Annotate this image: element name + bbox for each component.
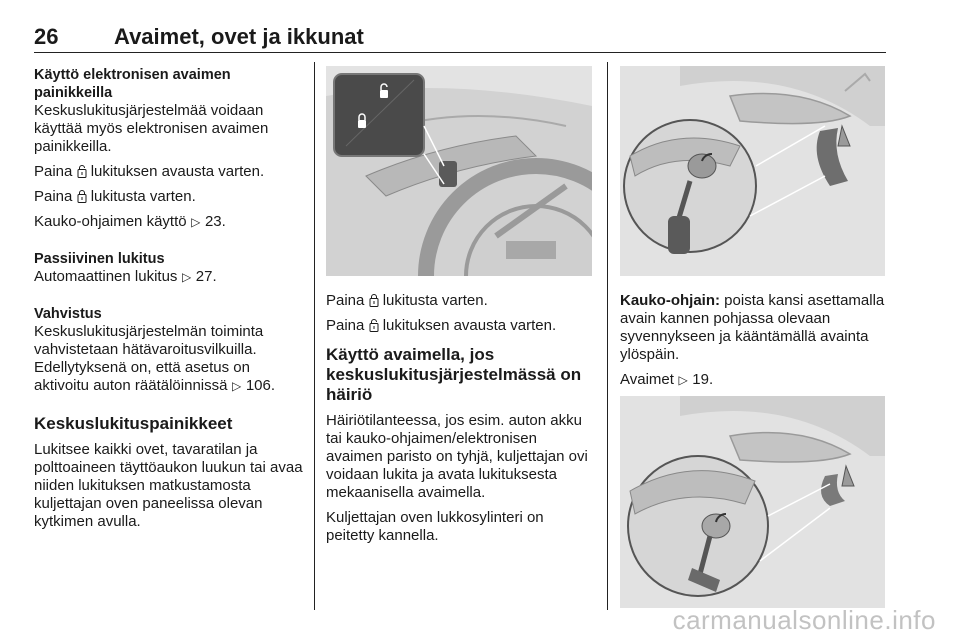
unlock-icon — [369, 319, 379, 332]
keys-reference: Avaimet ▷ 19. — [620, 371, 714, 388]
column-divider-right — [607, 62, 608, 610]
section-heading-key-fault: Käyttö avaimella, jos keskuslukitusjärjestelmässä on häiriö — [326, 345, 582, 404]
column-left — [34, 66, 306, 538]
ref-arrow-icon: ▷ — [232, 379, 242, 393]
ref-arrow-icon: ▷ — [181, 270, 192, 284]
section-heading-confirmation: Vahvistus — [34, 306, 102, 322]
door-handle-illustration — [620, 66, 885, 276]
figure-door-handle-key — [620, 396, 885, 608]
section-heading-central-lock-buttons: Keskuslukituspainikkeet — [34, 414, 233, 433]
section-heading-electronic-key: Käyttö elektronisen avaimen painikkeilla — [34, 67, 231, 101]
paragraph-key-fault: Häiriötilanteessa, jos esim. auton akku tai kauko-ohjaimen/elektronisen avaimen paristo on tyhjä, kuljettajan ovi voidaan lukita ja avata lukituksesta mekaanisella avaimella. — [326, 412, 588, 501]
door-panel-illustration — [326, 66, 592, 276]
header-divider — [34, 52, 886, 53]
figure-door-handle-cap — [620, 66, 885, 276]
ref-arrow-icon: ▷ — [678, 373, 688, 387]
instruction-lock: Paina lukitusta varten. — [34, 188, 196, 205]
paragraph-intro: Keskuslukitusjärjestelmää voidaan käyttää myös elektronisen avaimen painikkeilla. — [34, 102, 269, 155]
watermark: carmanualsonline.info — [672, 605, 936, 635]
auto-lock-reference: Automaattinen lukitus ▷ 27. — [34, 268, 217, 285]
paragraph-central-lock-buttons: Lukitsee kaikki ovet, tavaratilan ja polttoaineen täyttöaukon luukun tai avaa niiden lukituksen matkustamosta kuljettajan oven paneelissa olevan kytkimen avulla. — [34, 441, 303, 530]
remote-reference: Kauko-ohjaimen käyttö ▷ 23. — [34, 213, 226, 230]
column-right — [620, 292, 890, 396]
column-divider-left — [314, 62, 315, 610]
page-number: 26 — [34, 24, 59, 49]
paragraph-confirmation: Keskuslukitusjärjestelmän toiminta vahvistetaan hätävaroitusvilkuilla. Edellytyksenä on, että asetus on aktivoitu auton räätälöinnissä ▷ 106. — [34, 323, 276, 394]
lock-icon — [77, 190, 87, 203]
figure-door-lock-buttons — [326, 66, 592, 276]
lock-icon — [369, 294, 379, 307]
section-heading-passive-lock: Passiivinen lukitus — [34, 251, 165, 267]
instruction-unlock: Paina lukituksen avausta varten. — [326, 317, 557, 334]
column-middle — [326, 292, 596, 552]
ref-arrow-icon: ▷ — [191, 215, 201, 229]
door-handle-key-illustration — [620, 396, 885, 608]
page-title: Avaimet, ovet ja ikkunat — [114, 24, 364, 49]
unlock-icon — [77, 165, 87, 178]
paragraph-lock-cylinder: Kuljettajan oven lukkosylinteri on peitetty kannella. — [326, 509, 544, 544]
paragraph-remote-cap: Kauko-ohjain: poista kansi asettamalla avain kannen pohjassa olevaan syvennykseen ja kääntämällä avainta ylöspäin. — [620, 292, 885, 363]
instruction-unlock: Paina lukituksen avausta varten. — [34, 163, 265, 180]
page-header — [34, 24, 886, 52]
instruction-lock: Paina lukitusta varten. — [326, 292, 488, 309]
